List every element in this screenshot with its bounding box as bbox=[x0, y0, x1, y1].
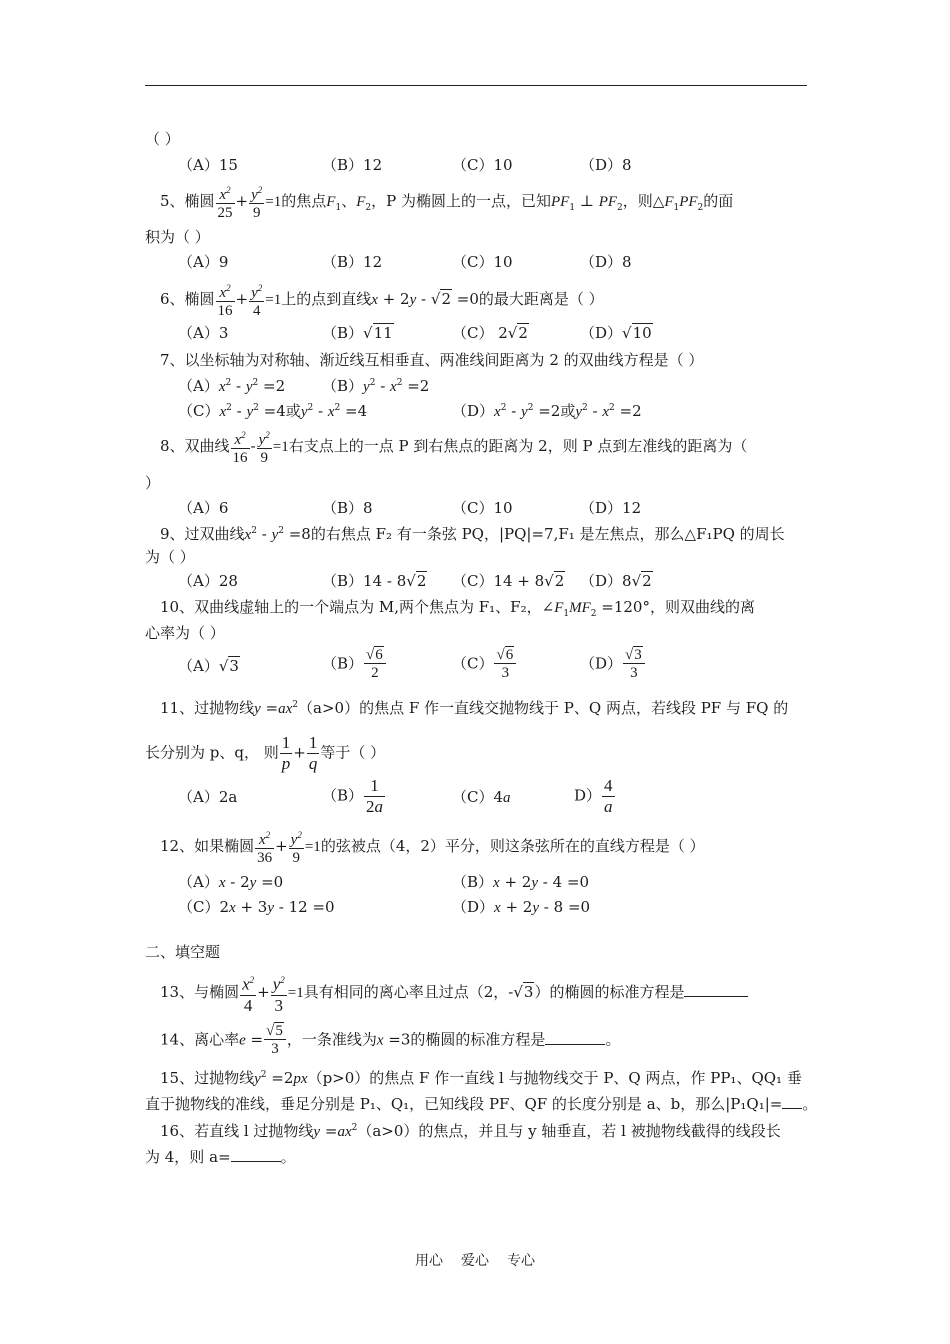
question-11: 11、过抛物线$y =ax^2(a>0)$的焦点 F 作一直线交抛物线于 P、Q 两点，若线段 PF 与 FQ 的 bbox=[160, 699, 789, 717]
q9-continuation: 为（ ） bbox=[145, 548, 195, 566]
q15-continuation: 直于抛物线的准线，垂足分别是 P₁、Q₁，已知线段 PF、QF 的长度分别是 a、b，那么|P₁Q₁|= 。 bbox=[145, 1095, 818, 1113]
question-9: 9、过双曲线$x^2 - y^2 =8$的右焦点 F₂ 有一条弦 PQ，|PQ|=7,F₁ 是左焦点，那么△F₁PQ 的周长 bbox=[160, 525, 785, 543]
q12-option-b: （B）x + 2y - 4 =0 bbox=[452, 873, 590, 891]
footer-word-2: 爱心 bbox=[461, 1253, 489, 1269]
question-13: 13、与椭圆 $\frac{x^2}{4}$ + $\frac{y^2}{3}$ =1具有相同的离心率且过点（2，-√3）的椭圆的标准方程是 bbox=[160, 970, 748, 1016]
page-footer bbox=[0, 1250, 950, 1270]
q11-continuation: 长分别为 p、q， 则 $\frac{1}{p}$ + $\frac{1}{q}$ 等于（ ） bbox=[145, 733, 386, 773]
q7-option-a: $(A)x^2 - y^2 =2$ bbox=[178, 377, 286, 395]
q12-option-d: （D）x + 2y - 8 =0 bbox=[452, 898, 591, 916]
q9-option-b: （B）14 - 8√2 bbox=[322, 572, 427, 590]
q6-option-a: （A）3 bbox=[178, 324, 229, 342]
q11-option-a: （A）2a bbox=[178, 788, 238, 806]
q8-option-a: （A）6 bbox=[178, 499, 229, 517]
question-14: 14、离心率e = $\frac{√5}{3}$ ，一条准线为x =3的椭圆的标准方程是 。 bbox=[160, 1023, 621, 1057]
answer-blank-13[interactable] bbox=[684, 982, 748, 997]
header-rule bbox=[145, 85, 807, 86]
q9-option-c: （C）14 + 8√2 bbox=[452, 572, 565, 590]
section-heading: 二、填空题 bbox=[145, 943, 221, 961]
q4-continuation: （ ） bbox=[145, 130, 180, 148]
q5-option-a: （A）9 bbox=[178, 253, 229, 271]
q10-option-a: （A）√3 bbox=[178, 657, 239, 675]
question-15: 15、过抛物线$y^2 =2px(p>0)$的焦点 F 作一直线 l 与抛物线交于 P、Q 两点，作 PP₁、QQ₁ 垂 bbox=[160, 1069, 802, 1087]
q11-option-d: D） $\frac{4}{a}$ bbox=[574, 776, 613, 816]
q10-continuation: 心率为（ ） bbox=[145, 624, 225, 642]
q6-option-d: （D）√10 bbox=[580, 324, 652, 342]
q5-continuation: 积为（ ） bbox=[145, 228, 210, 246]
question-7: 7、以坐标轴为对称轴、渐近线互相垂直、两准线间距离为 2 的双曲线方程是（ ） bbox=[160, 351, 704, 369]
q4-option-b: （B）12 bbox=[322, 156, 383, 174]
footer-word-3: 专心 bbox=[507, 1253, 535, 1269]
q7-option-b: $(B)y^2 - x^2 =2$ bbox=[322, 377, 430, 395]
q11-option-c: （C）4a bbox=[452, 788, 511, 806]
q11-option-b: （B） $\frac{1}{2a}$ bbox=[322, 776, 384, 816]
answer-blank-14[interactable] bbox=[545, 1030, 605, 1045]
q4-option-a: （A）15 bbox=[178, 156, 238, 174]
q6-option-c: （C） 2√2 bbox=[452, 324, 528, 342]
q10-option-c: （C） $\frac{√6}{3}$ bbox=[452, 647, 517, 682]
q4-option-c: （C）10 bbox=[452, 156, 513, 174]
q8-continuation: ） bbox=[145, 474, 161, 492]
question-16: 16、若直线 l 过抛物线$y =ax^2(a>0)$的焦点，并且与 y 轴垂直，若 l 被抛物线截得的线段长 bbox=[160, 1122, 781, 1140]
q9-option-a: （A）28 bbox=[178, 572, 238, 590]
q4-option-d: （D）8 bbox=[580, 156, 632, 174]
q7-option-c: $(C)x^2 - y^2 =4$或$y^2 - x^2 =4$ bbox=[178, 402, 368, 420]
q8-option-b: （B）8 bbox=[322, 499, 373, 517]
q10-option-b: （B） $\frac{√6}{2}$ bbox=[322, 647, 387, 682]
answer-blank-15[interactable] bbox=[782, 1094, 802, 1109]
question-10: 10、双曲线虚轴上的一个端点为 M,两个焦点为 F₁、F₂，$\angle F_1MF_2 =120^\circ$，则双曲线的离 bbox=[160, 598, 755, 619]
answer-blank-16[interactable] bbox=[231, 1147, 281, 1162]
q5-option-b: （B）12 bbox=[322, 253, 383, 271]
q8-option-d: （D）12 bbox=[580, 499, 642, 517]
question-5: 5、椭圆 $\frac{x^2}{25}$ + $\frac{y^2}{9}$ =1的焦点$F_1$、$F_2$，P 为椭圆上的一点，已知$PF_1$ ⊥ $PF_2$，则$\triangle F_1PF_2$的面 bbox=[160, 182, 733, 222]
question-8: 8、双曲线 $\frac{x^2}{16}$ - $\frac{y^2}{9}$ =1右支点上的一点 P 到右焦点的距离为 2，则 P 点到左准线的距离为（ bbox=[160, 427, 747, 467]
q10-option-d: （D） $\frac{√3}{3}$ bbox=[580, 647, 646, 682]
q5-option-c: （C）10 bbox=[452, 253, 513, 271]
q16-continuation: 为 4，则 a= 。 bbox=[145, 1148, 296, 1166]
question-12: 12、如果椭圆 $\frac{x^2}{36}$ + $\frac{y^2}{9}$ =1的弦被点（4，2）平分，则这条弦所在的直线方程是（ ） bbox=[160, 827, 705, 867]
q8-option-c: （C）10 bbox=[452, 499, 513, 517]
question-6: 6、椭圆 $\frac{x^2}{16}$ + $\frac{y^2}{4}$ =1上的点到直线x + 2y - √2 =0的最大距离是（ ） bbox=[160, 280, 604, 320]
q5-option-d: （D）8 bbox=[580, 253, 632, 271]
q7-option-d: $(D)x^2 - y^2 =2$或$y^2 - x^2 =2$ bbox=[452, 402, 642, 420]
footer-word-1: 用心 bbox=[415, 1253, 443, 1269]
q12-option-c: （C）2x + 3y - 12 =0 bbox=[178, 898, 335, 916]
q12-option-a: （A）x - 2y =0 bbox=[178, 873, 284, 891]
q6-option-b: （B）√11 bbox=[322, 324, 393, 342]
q9-option-d: （D）8√2 bbox=[580, 572, 652, 590]
